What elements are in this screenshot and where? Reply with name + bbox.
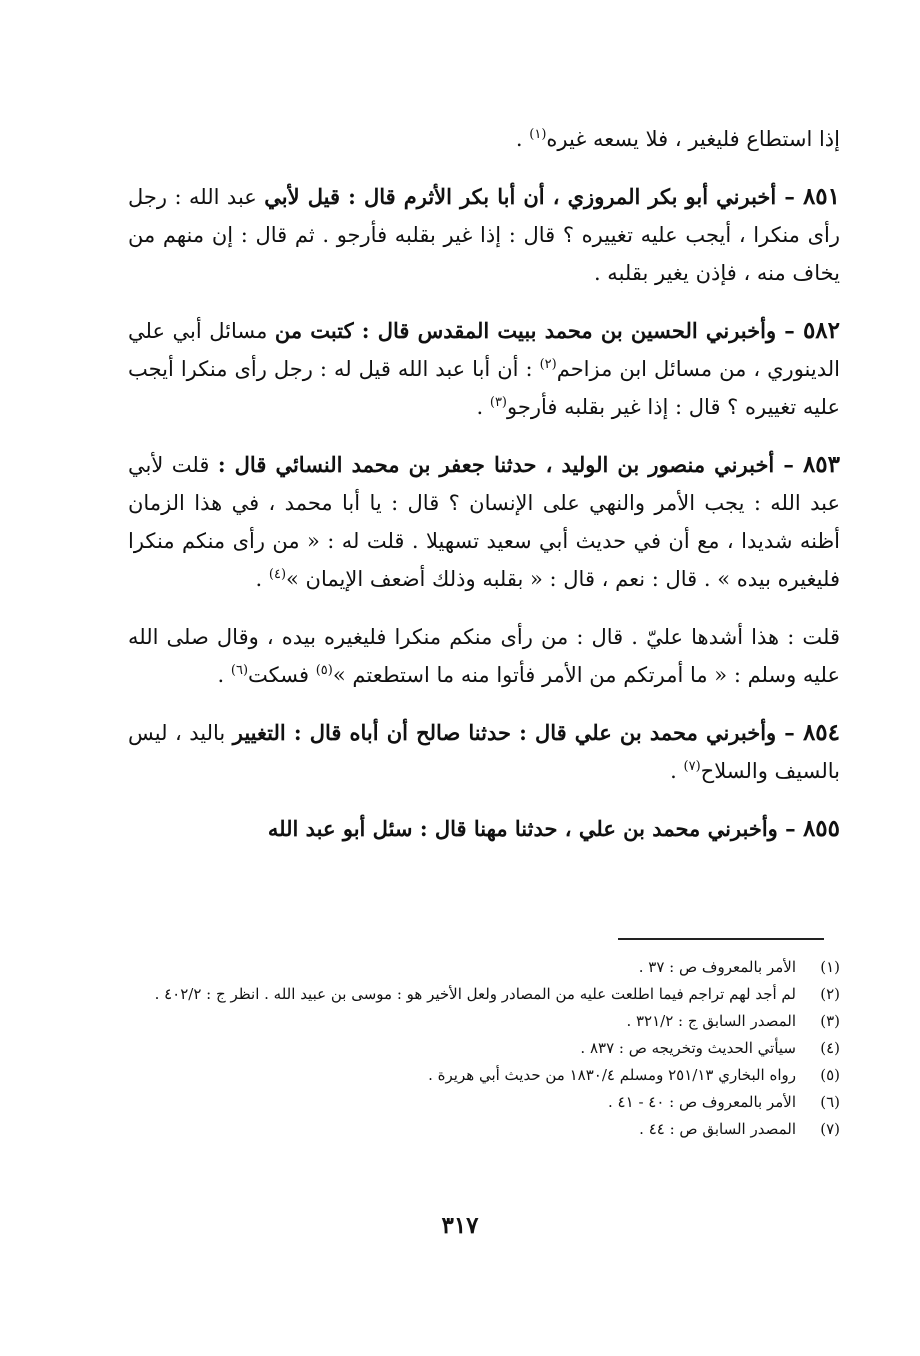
- footnote-label: (٢): [820, 985, 840, 1003]
- footnote-item: [128, 1089, 840, 1116]
- paragraph-number: ٨٥٣: [802, 451, 840, 478]
- footnote-label: (٥): [820, 1066, 840, 1084]
- footnote-label: (٧): [820, 1120, 840, 1138]
- footnote-text: المصدر السابق ص : ٤٤ .: [639, 1120, 796, 1138]
- paragraph-851: [128, 178, 840, 292]
- paragraph-text: إذا استطاع فليغير ، فلا يسعه غيره: [546, 127, 840, 151]
- paragraph-854: [128, 714, 840, 790]
- paragraph-number: ٨٥٥: [802, 815, 840, 842]
- paragraph-end: .: [670, 759, 684, 783]
- footnote-reference: (٦): [230, 663, 249, 678]
- footnotes-list: [128, 954, 840, 1143]
- paragraph-comment: [128, 618, 840, 694]
- footnote-item: [128, 954, 840, 981]
- paragraph-text: قلت لأبي عبد الله : يجب الأمر والنهي على الإنسان ؟ قال : يا أبا محمد ، في هذا الزمان أظنه شديدا ، مع أن في حديث أبي سعيد تسهيلا . قلت له : « من رأى منكم منكرا فليغيره بيده » . قال : نعم ، قال : « بقلبه وذلك أضعف الإيمان »: [128, 453, 840, 591]
- paragraph-text: باليد ، ليس بالسيف والسلاح: [128, 721, 840, 783]
- paragraph-end: .: [217, 663, 231, 687]
- footnote-reference: (٣): [489, 395, 507, 410]
- footnote-item: [128, 1035, 840, 1062]
- paragraph-end: .: [515, 127, 530, 151]
- footnote-text: المصدر السابق ج : ٣٢١/٢ .: [626, 1012, 796, 1030]
- paragraph-number: ٨٥٤: [802, 719, 840, 746]
- paragraph-continuation: [128, 120, 840, 158]
- paragraph-855: [128, 810, 840, 848]
- footnote-item: [128, 1008, 840, 1035]
- paragraph-number: ٨٥١: [802, 183, 840, 210]
- footnote-divider: [618, 938, 824, 940]
- paragraph-lead: – أخبرني أبو بكر المروزي ، أن أبا بكر الأثرم قال : قيل لأبي: [264, 184, 803, 209]
- footnote-label: (٦): [820, 1093, 840, 1111]
- footnote-label: (٤): [820, 1039, 840, 1057]
- paragraph-end: : أن أبا عبد الله قيل له : رجل رأى منكرا أيجب عليه تغييره ؟ قال : إذا غير بقلبه فأرجو: [128, 357, 840, 419]
- page-number: ٣١٧: [441, 1212, 479, 1239]
- footnote-item: [128, 1116, 840, 1143]
- main-text: [128, 120, 840, 868]
- paragraph-text: قلت : هذا أشدها عليّ . قال : من رأى منكم منكرا فليغيره بيده ، وقال صلى الله عليه وسلم : « ما أمرتكم من الأمر فأتوا منه ما استطعتم »: [128, 625, 840, 687]
- footnote-text: سيأتي الحديث وتخريجه ص : ٨٣٧ .: [580, 1039, 796, 1057]
- paragraph-lead: – وأخبرني محمد بن علي ، حدثنا مهنا قال : سئل أبو عبد الله: [267, 816, 803, 841]
- paragraph-end: فسكت: [248, 663, 316, 687]
- footnote-text: الأمر بالمعروف ص : ٤٠ - ٤١ .: [608, 1093, 796, 1111]
- paragraph-lead: – وأخبرني محمد بن علي قال : حدثنا صالح أن أباه قال : التغيير: [232, 720, 803, 745]
- footnote-reference: (٤): [268, 567, 287, 582]
- paragraph-lead: – أخبرني منصور بن الوليد ، حدثنا جعفر بن محمد النسائي قال :: [217, 452, 803, 477]
- paragraph-text: مسائل أبي علي الدينوري ، من مسائل ابن مزاحم: [128, 319, 840, 381]
- paragraph-lead: – وأخبرني الحسين بن محمد ببيت المقدس قال : كتبت من: [274, 318, 803, 343]
- footnote-text: الأمر بالمعروف ص : ٣٧ .: [638, 958, 796, 976]
- paragraph-582: [128, 312, 840, 426]
- footnote-label: (٣): [820, 1012, 840, 1030]
- footnote-label: (١): [820, 958, 840, 976]
- paragraph-853: [128, 446, 840, 598]
- footnote-reference: (٧): [683, 759, 701, 774]
- footnote-text: لم أجد لهم تراجم فيما اطلعت عليه من المصادر ولعل الأخير هو : موسى بن عبيد الله . انظر ج : ٤٠٢/٢ .: [154, 985, 796, 1003]
- footnote-reference: (٥): [315, 663, 333, 678]
- paragraph-end: .: [476, 395, 490, 419]
- footnote-item: [128, 1062, 840, 1089]
- paragraph-text: عبد الله : رجل رأى منكرا ، أيجب عليه تغييره ؟ قال : إذا غير بقلبه فأرجو . ثم قال : إن منهم من يخاف منه ، فإذن يغير بقلبه .: [128, 185, 840, 285]
- paragraph-number: ٥٨٢: [802, 317, 840, 344]
- footnote-text: رواه البخاري ٢٥١/١٣ ومسلم ١٨٣٠/٤ من حديث أبي هريرة .: [428, 1066, 796, 1084]
- paragraph-end: .: [255, 567, 269, 591]
- footnote-item: [128, 981, 840, 1008]
- footnote-reference: (١): [529, 127, 547, 142]
- footnote-reference: (٢): [539, 357, 557, 372]
